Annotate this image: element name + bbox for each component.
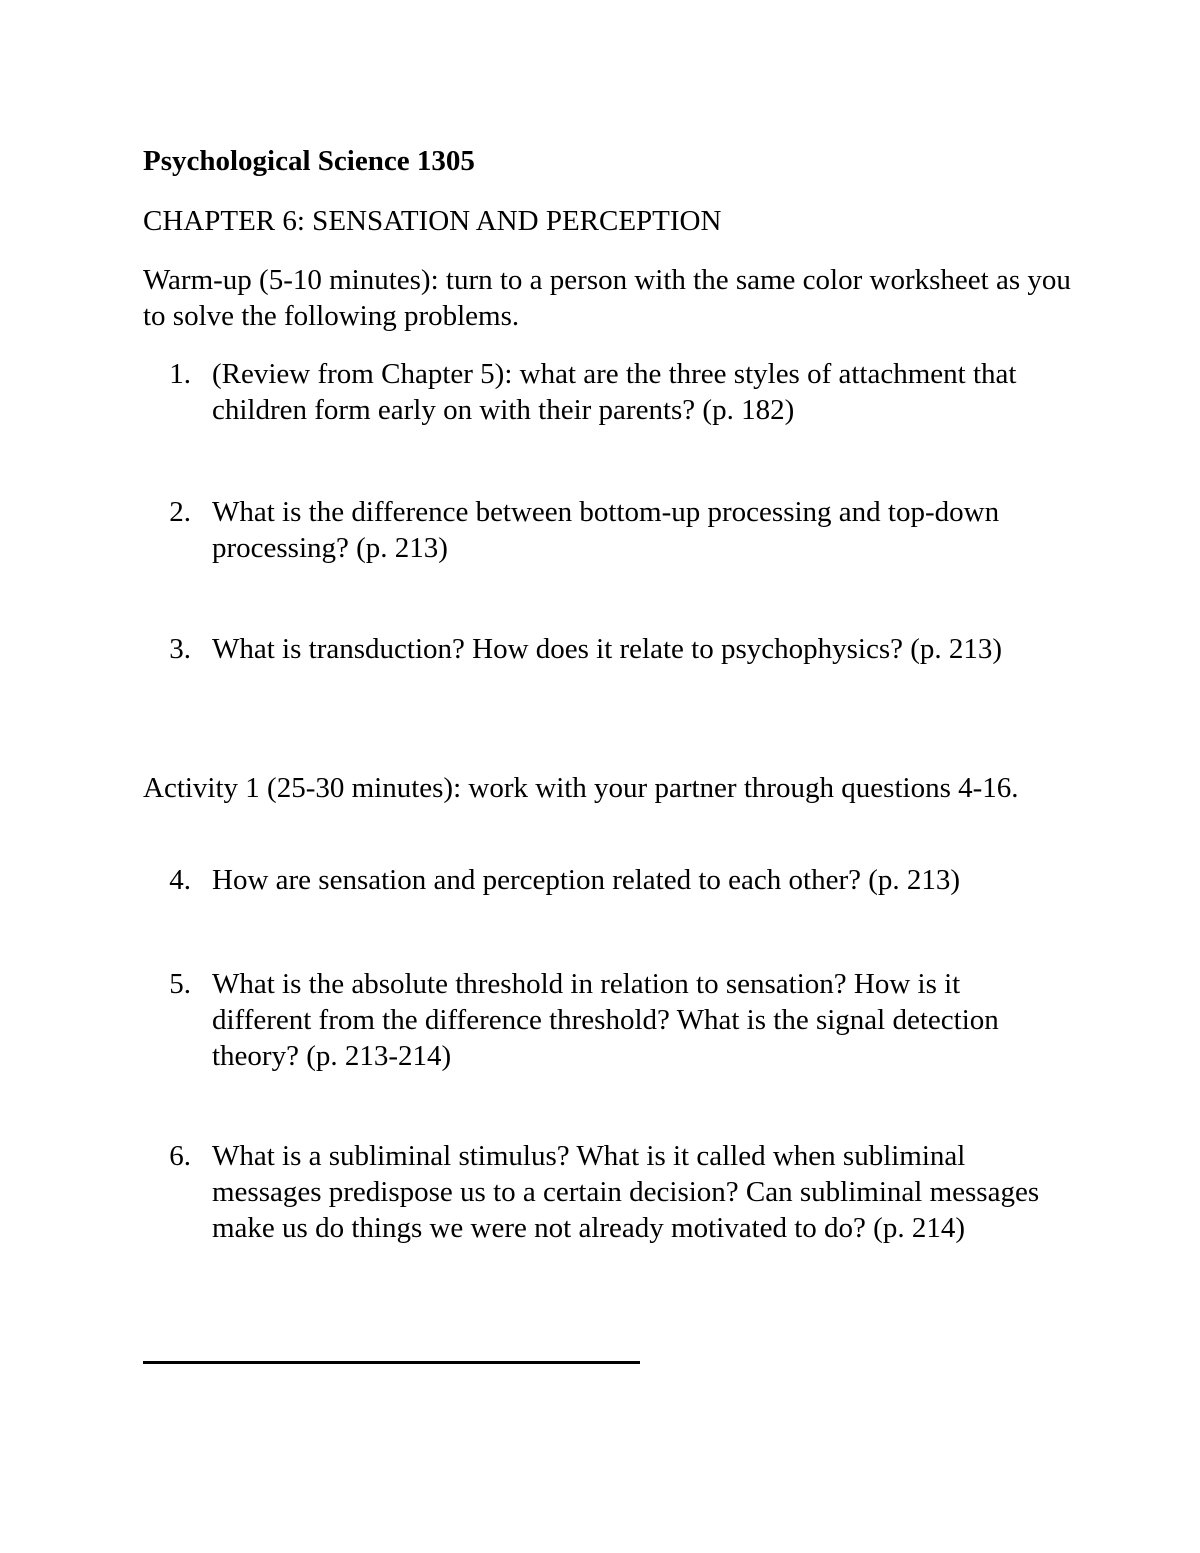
question-text: (Review from Chapter 5): what are the three styles of attachment that children form early on with their parents? (p. 182) — [212, 358, 1017, 426]
footnote-divider — [143, 1361, 640, 1364]
question-number: 5. — [169, 968, 191, 1000]
chapter-title: CHAPTER 6: SENSATION AND PERCEPTION — [143, 205, 722, 237]
question-number: 4. — [169, 864, 191, 896]
question-text: How are sensation and perception related to each other? (p. 213) — [212, 864, 961, 896]
question-number: 1. — [169, 358, 191, 390]
question-number: 6. — [169, 1140, 191, 1172]
question-text: What is transduction? How does it relate to psychophysics? (p. 213) — [212, 633, 1003, 665]
question-text: What is the absolute threshold in relation to sensation? How is it different from the difference threshold? What is the signal detection theory? (p. 213-214) — [212, 968, 999, 1072]
course-title: Psychological Science 1305 — [143, 145, 475, 177]
question-text: What is the difference between bottom-up processing and top-down processing? (p. 213) — [212, 496, 1000, 564]
activity-instructions: Activity 1 (25-30 minutes): work with your partner through questions 4-16. — [143, 772, 1019, 804]
question-number: 2. — [169, 496, 191, 528]
warmup-instructions: Warm-up (5-10 minutes): turn to a person with the same color worksheet as you to solve the following problems. — [143, 264, 1071, 332]
question-text: What is a subliminal stimulus? What is it called when subliminal messages predispose us to a certain decision? Can subliminal messages make us do things we were not already motivated to do? (p. 214) — [212, 1140, 1040, 1244]
question-number: 3. — [169, 633, 191, 665]
